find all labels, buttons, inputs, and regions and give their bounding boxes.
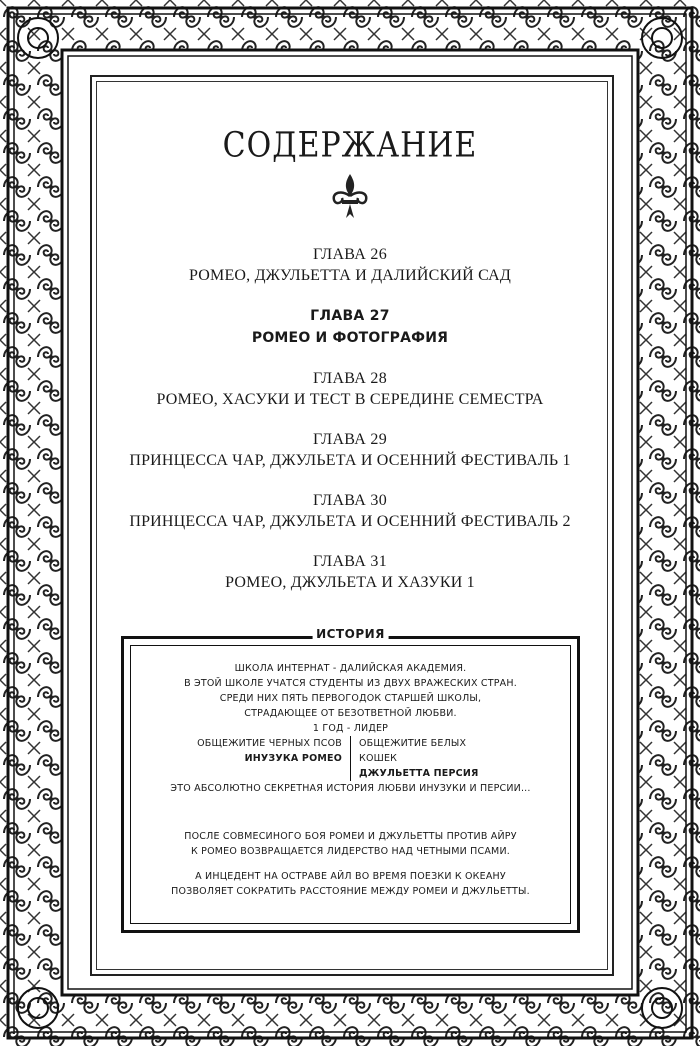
story-line: ШКОЛА ИНТЕРНАТ - ДАЛИЙСКАЯ АКАДЕМИЯ. (234, 663, 467, 674)
toc-entry[interactable] (0, 244, 700, 286)
dorm-name: ОБЩЕЖИТИЕ БЕЛЫХ КОШЕК (359, 738, 467, 764)
toc-entry[interactable] (0, 551, 700, 593)
chapter-title: РОМЕО, ДЖУЛЬЕТТА И ДАЛИЙСКИЙ САД (188, 267, 512, 284)
chapter-number: ГЛАВА 28 (312, 370, 388, 387)
story-box (121, 627, 580, 933)
chapter-number: ГЛАВА 29 (312, 431, 388, 448)
fleur-de-lis-icon (328, 172, 372, 222)
story-line: А ИНЦЕДЕНТ НА ОСТРАВЕ АЙЛ ВО ВРЕМЯ ПОЕЗКИ К ОКЕАНУ (195, 871, 506, 882)
toc-entry[interactable] (0, 429, 700, 471)
story-line: В ЭТОЙ ШКОЛЕ УЧАТСЯ СТУДЕНТЫ ИЗ ДВУХ ВРАЖЕСКИХ СТРАН. (184, 678, 517, 689)
story-line: К РОМЕО ВОЗВРАЩАЕТСЯ ЛИДЕРСТВО НАД ЧЕТНЫМИ ПСАМИ. (191, 846, 510, 857)
story-line: 1 ГОД - ЛИДЕР (312, 723, 389, 734)
black-dogs-team (197, 736, 350, 781)
chapter-title: РОМЕО, ХАСУКИ И ТЕСТ В СЕРЕДИНЕ СЕМЕСТРА (156, 391, 544, 408)
toc-entry[interactable] (0, 368, 700, 410)
page-title: СОДЕРЖАНИЕ (222, 125, 478, 166)
chapter-number: ГЛАВА 26 (312, 246, 388, 263)
chapter-number: ГЛАВА 27 (310, 308, 390, 324)
dorm-leaders (124, 736, 577, 781)
chapter-number: ГЛАВА 31 (312, 553, 388, 570)
story-label: ИСТОРИЯ (312, 627, 389, 641)
leader-name: ИНУЗУКА РОМЕО (244, 753, 342, 764)
story-text (124, 661, 577, 899)
story-line: ПОСЛЕ СОВМЕСИНОГО БОЯ РОМЕИ И ДЖУЛЬЕТТЫ ПРОТИВ АЙРУ (184, 831, 517, 842)
chapter-number: ГЛАВА 30 (312, 492, 388, 509)
chapter-title: РОМЕО И ФОТОГРАФИЯ (251, 330, 449, 346)
table-of-contents (0, 244, 700, 612)
chapter-title: ПРИНЦЕССА ЧАР, ДЖУЛЬЕТА И ОСЕННИЙ ФЕСТИВАЛЬ 1 (129, 452, 571, 469)
story-line: ЭТО АБСОЛЮТНО СЕКРЕТНАЯ ИСТОРИЯ ЛЮБВИ ИНУЗУКИ И ПЕРСИИ... (170, 783, 531, 794)
story-line: СТРАДАЮЩЕЕ ОТ БЕЗОТВЕТНОЙ ЛЮБВИ. (244, 708, 457, 719)
toc-entry[interactable] (0, 305, 700, 349)
toc-entry[interactable] (0, 490, 700, 532)
story-line: СРЕДИ НИХ ПЯТЬ ПЕРВОГОДОК СТАРШЕЙ ШКОЛЫ, (219, 693, 482, 704)
chapter-title: ПРИНЦЕССА ЧАР, ДЖУЛЬЕТА И ОСЕННИЙ ФЕСТИВАЛЬ 2 (129, 513, 571, 530)
dorm-name: ОБЩЕЖИТИЕ ЧЕРНЫХ ПСОВ (197, 738, 342, 749)
story-line: ПОЗВОЛЯЕТ СОКРАТИТЬ РАССТОЯНИЕ МЕЖДУ РОМЕИ И ДЖУЛЬЕТТЫ. (171, 886, 530, 897)
chapter-title: РОМЕО, ДЖУЛЬЕТА И ХАЗУКИ 1 (225, 574, 475, 591)
leader-name: ДЖУЛЬЕТТА ПЕРСИЯ (359, 768, 479, 779)
white-cats-team (351, 736, 504, 781)
